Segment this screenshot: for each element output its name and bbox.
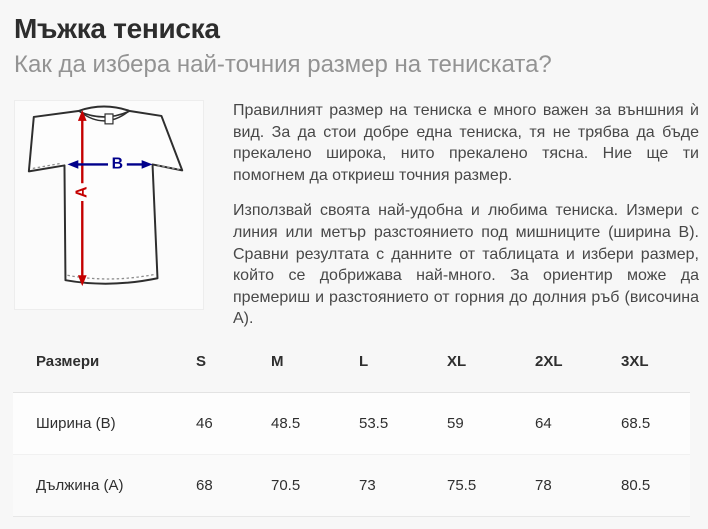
size-value: 64 [535, 393, 621, 455]
size-value: 46 [196, 393, 271, 455]
tshirt-measure-diagram [14, 100, 204, 310]
size-value: 73 [359, 455, 447, 517]
content-row [14, 100, 699, 330]
size-table-header-cell: Размери [13, 330, 196, 393]
tshirt-diagram-icon [15, 101, 203, 309]
size-table [13, 330, 690, 517]
page-subtitle: Как да избера най-точния размер на тениската? [14, 51, 552, 78]
size-value: 59 [447, 393, 535, 455]
size-value: 53.5 [359, 393, 447, 455]
page-title: Мъжка тениска [14, 13, 220, 44]
size-value: 68 [196, 455, 271, 517]
intro-text [233, 100, 699, 330]
table-row-width [13, 393, 690, 455]
size-value: 78 [535, 455, 621, 517]
row-label: Ширина (B) [13, 393, 196, 455]
size-value: 48.5 [271, 393, 359, 455]
size-table-header-cell: L [359, 330, 447, 393]
size-value: 75.5 [447, 455, 535, 517]
size-table-header-cell: M [271, 330, 359, 393]
tshirt-outline [29, 107, 182, 284]
table-row-length [13, 455, 690, 517]
intro-paragraph-1: Правилният размер на тениска е много важен за външния ѝ вид. За да стои добре една тениска, тя не трябва да бъде прекалено широка, нито прекалено тясна. Ние ще ти помогнем да откриеш точния размер. [233, 102, 699, 184]
size-table-header-row [13, 330, 690, 393]
size-table-header-cell: 2XL [535, 330, 621, 393]
height-arrow-label: A [73, 186, 91, 198]
width-arrow-label: B [111, 155, 124, 173]
size-value: 80.5 [621, 455, 690, 517]
size-table-header-cell: S [196, 330, 271, 393]
size-value: 70.5 [271, 455, 359, 517]
size-table-header-cell: XL [447, 330, 535, 393]
size-table-header-cell: 3XL [621, 330, 690, 393]
intro-paragraph-2: Използвай своята най-удобна и любима тениска. Измери с линия или метър разстоянието под мишниците (ширина B). Сравни резултата с данните от таблицата и избери размер, който се добрижава най-много. За ориентир може да премериш и разстоянието от горния до долния ръб (височина A). [233, 202, 699, 328]
size-value: 68.5 [621, 393, 690, 455]
row-label: Дължина (A) [13, 455, 196, 517]
neck-label [105, 114, 113, 124]
